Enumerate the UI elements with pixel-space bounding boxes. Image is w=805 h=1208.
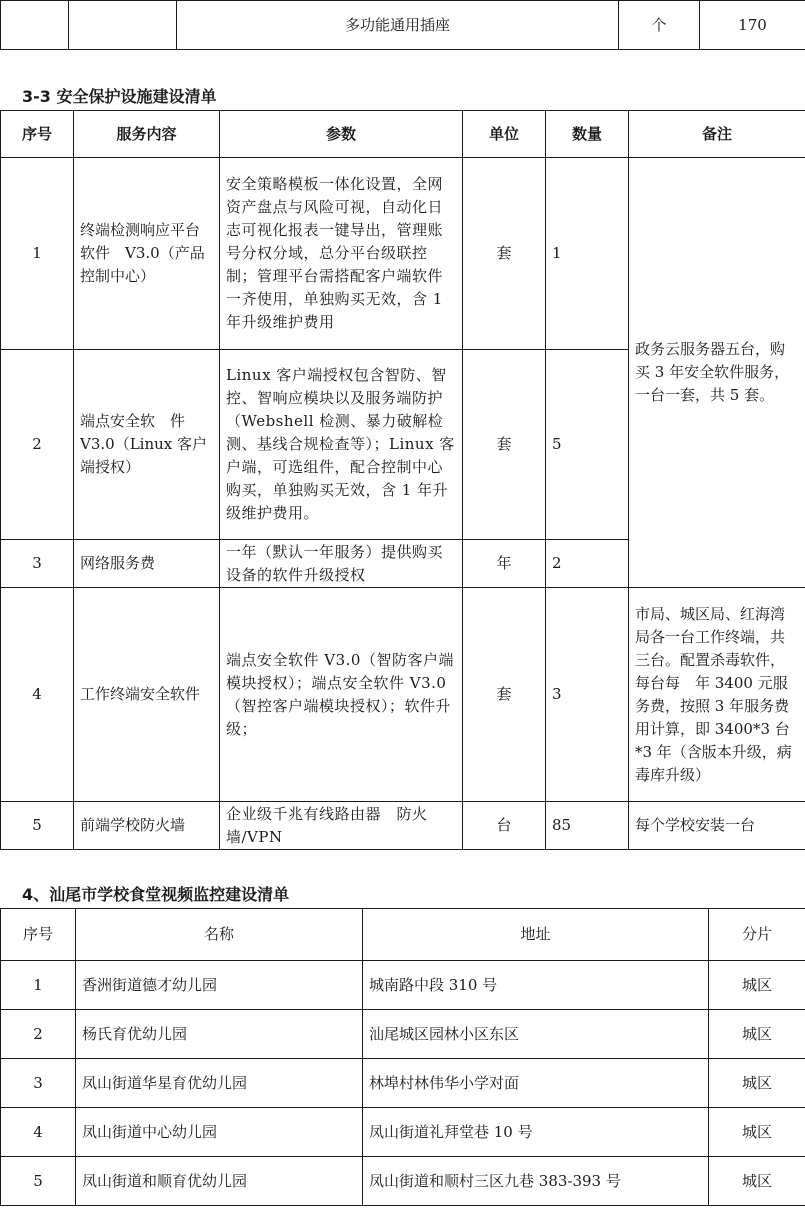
row-unit: 台 [463,802,546,850]
kindergarten-table [0,908,805,1206]
row-service: 端点安全软 件 V3.0（Linux 客户端授权） [74,350,220,540]
row-param: 企业级千兆有线路由器 防火墙/VPN [220,802,463,850]
row-param: 安全策略模板一体化设置，全网资产盘点与风险可视，自动化日志可视化报表一键导出，管理账号分权分域，总分平台级联控制；管理平台需搭配客户端软件一齐使用，单独购买无效，含 1 年升级维护费用 [220,158,463,350]
row-service: 网络服务费 [74,540,220,588]
row-address: 凤山街道和顺村三区九巷 383-393 号 [363,1157,709,1206]
table-row [1,588,805,802]
table-row [1,1108,805,1157]
row-unit: 年 [463,540,546,588]
row-no: 1 [1,158,74,350]
row-note: 市局、城区局、红海湾局各一台工作终端，共三台。配置杀毒软件，每台每 年 3400 元服务费，按照 3 年服务费用计算，即 3400*3 台*3 年（含版本升级，病毒库升级） [629,588,805,802]
row-no: 4 [1,588,74,802]
row-area: 城区 [709,1010,805,1059]
table-row [1,1,805,50]
row-no: 1 [1,961,76,1010]
row-name: 香洲街道德才幼儿园 [76,961,363,1010]
row-qty: 3 [546,588,629,802]
table-row [1,961,805,1010]
row-address: 林埠村林伟华小学对面 [363,1059,709,1108]
row-name: 凤山街道中心幼儿园 [76,1108,363,1157]
table-row [1,158,805,350]
header-service: 服务内容 [74,111,220,158]
row-unit: 套 [463,588,546,802]
row-qty: 5 [546,350,629,540]
row-area: 城区 [709,1157,805,1206]
row-no: 5 [1,1157,76,1206]
row-area: 城区 [709,1059,805,1108]
row-address: 汕尾城区园林小区东区 [363,1010,709,1059]
header-unit: 单位 [463,111,546,158]
table-header-row [1,909,805,961]
row-service: 工作终端安全软件 [74,588,220,802]
header-name: 名称 [76,909,363,961]
row-param: 一年（默认一年服务）提供购买设备的软件升级授权 [220,540,463,588]
section-title: 3-3 安全保护设施建设清单 [22,87,217,106]
row-note-merged: 政务云服务器五台，购买 3 年安全软件服务，一台一套，共 5 套。 [629,158,805,588]
header-no: 序号 [1,111,74,158]
row-service: 终端检测响应平台软件 V3.0（产品控制中心） [74,158,220,350]
row-no: 4 [1,1108,76,1157]
table-row [1,1157,805,1206]
section-title: 4、汕尾市学校食堂视频监控建设清单 [22,885,290,904]
header-area: 分片 [709,909,805,961]
security-table [0,110,805,850]
item-name: 多功能通用插座 [177,1,619,50]
top-table [0,0,805,50]
table-cell [69,1,177,50]
header-note: 备注 [629,111,805,158]
row-name: 杨氏育优幼儿园 [76,1010,363,1059]
item-unit: 个 [619,1,700,50]
row-name: 凤山街道和顺育优幼儿园 [76,1157,363,1206]
table-header-row [1,111,805,158]
row-no: 5 [1,802,74,850]
row-param: 端点安全软件 V3.0（智防客户端模块授权）；端点安全软件 V3.0（智控客户端模块授权）；软件升级； [220,588,463,802]
table-row [1,1059,805,1108]
row-no: 2 [1,350,74,540]
item-qty: 170 [700,1,805,50]
row-no: 3 [1,1059,76,1108]
row-area: 城区 [709,1108,805,1157]
row-qty: 1 [546,158,629,350]
row-address: 城南路中段 310 号 [363,961,709,1010]
row-qty: 2 [546,540,629,588]
row-no: 3 [1,540,74,588]
header-no: 序号 [1,909,76,961]
row-service: 前端学校防火墙 [74,802,220,850]
header-qty: 数量 [546,111,629,158]
row-unit: 套 [463,158,546,350]
row-param: Linux 客户端授权包含智防、智控、智响应模块以及服务端防护（Webshell 检测、暴力破解检测、基线合规检查等）；Linux 客户端，可选组件，配合控制中心购买，单独购买无效，含 1 年升级维护费用。 [220,350,463,540]
row-qty: 85 [546,802,629,850]
header-param: 参数 [220,111,463,158]
row-area: 城区 [709,961,805,1010]
table-cell [1,1,69,50]
table-row [1,1010,805,1059]
row-note: 每个学校安装一台 [629,802,805,850]
table-row [1,802,805,850]
row-unit: 套 [463,350,546,540]
row-address: 凤山街道礼拜堂巷 10 号 [363,1108,709,1157]
header-address: 地址 [363,909,709,961]
row-no: 2 [1,1010,76,1059]
row-name: 凤山街道华星育优幼儿园 [76,1059,363,1108]
